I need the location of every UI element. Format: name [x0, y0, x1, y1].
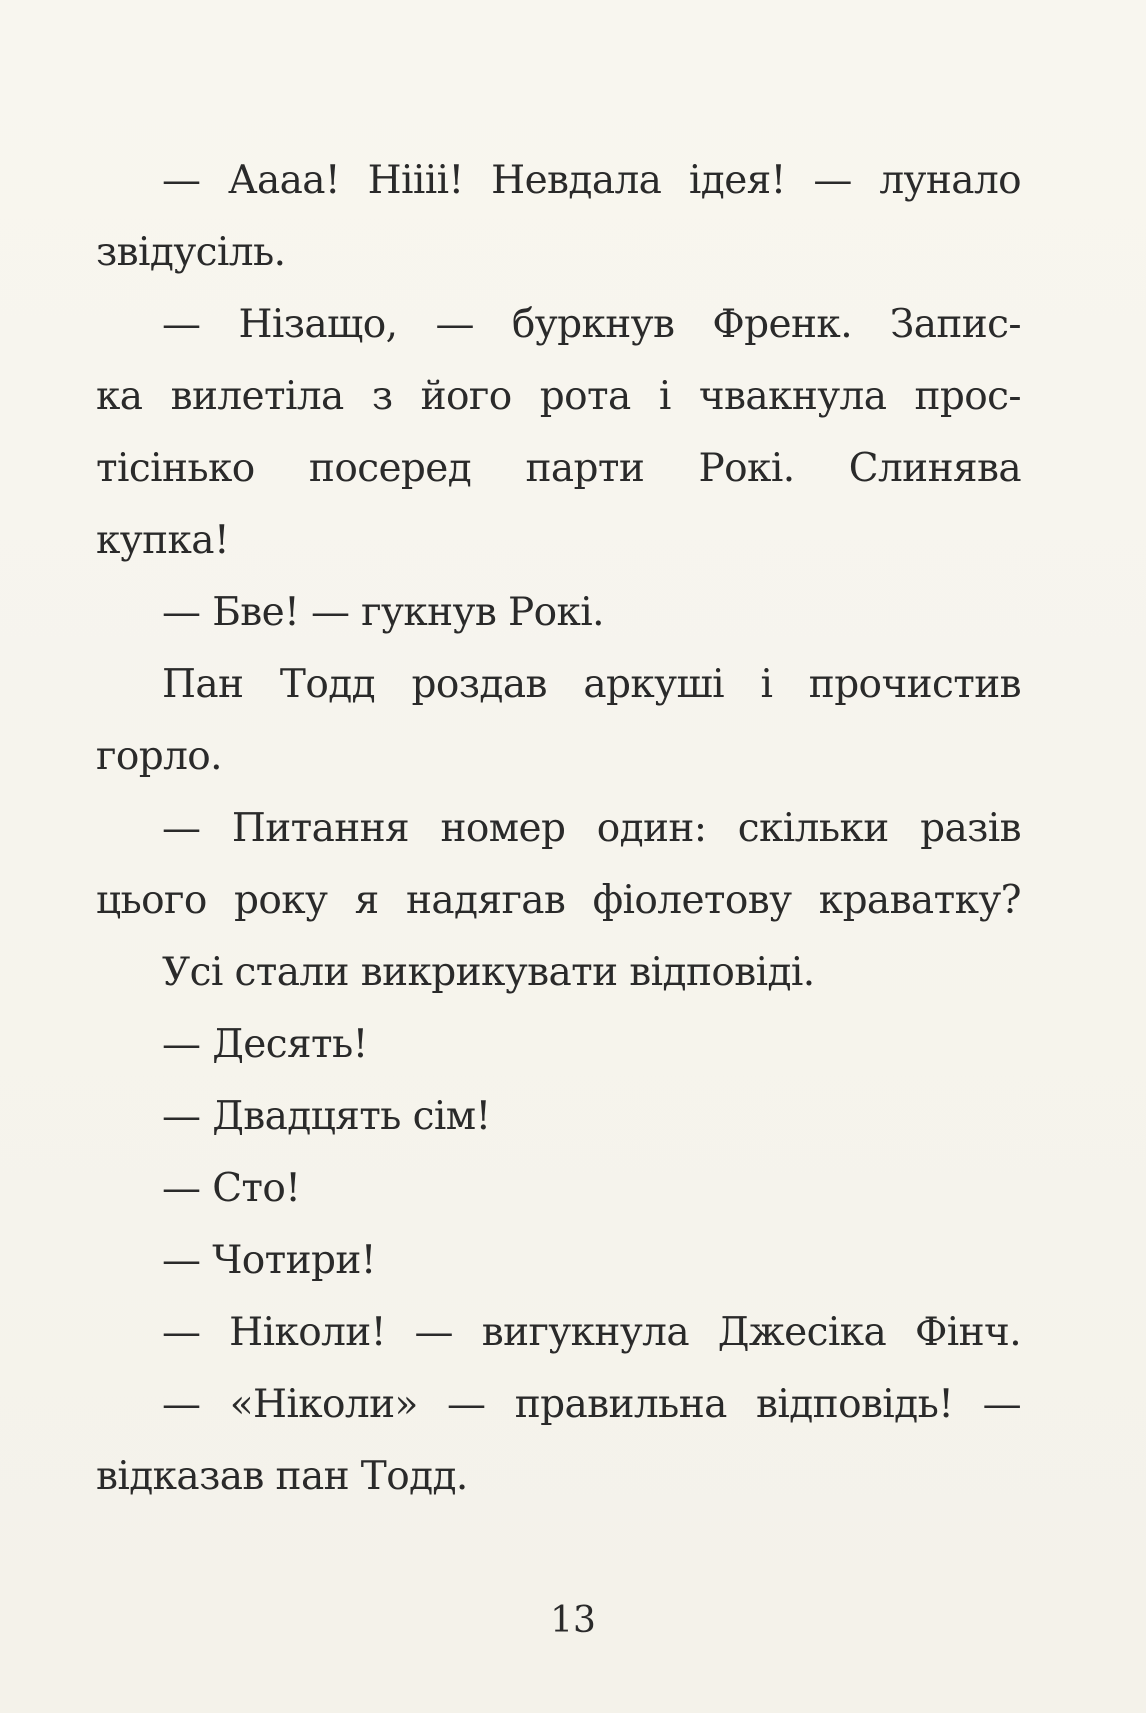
text-line: тісінько посеред парти Рокі. Слинява: [96, 446, 1021, 491]
text-line: Пан Тодд роздав аркуші і прочистив: [162, 662, 1021, 707]
text-line: ка вилетіла з його рота і чвакнула прос-: [96, 374, 1021, 419]
text-line: відказав пан Тодд.: [96, 1454, 468, 1499]
text-line: — Аааа! Ніііі! Невдала ідея! — лунало: [162, 158, 1021, 203]
text-line: — «Ніколи» — правильна відповідь! —: [162, 1382, 1021, 1427]
text-line: — Десять!: [162, 1022, 368, 1067]
text-line: горло.: [96, 734, 222, 779]
text-line: — Ніколи! — вигукнула Джесіка Фінч.: [162, 1310, 1021, 1355]
text-line: — Бве! — гукнув Рокі.: [162, 590, 604, 635]
text-line: — Сто!: [162, 1166, 301, 1211]
text-line: цього року я надягав фіолетову краватку?: [96, 878, 1021, 923]
body-text: [96, 145, 1021, 1513]
text-line: — Двадцять сім!: [162, 1094, 491, 1139]
text-line: звідусіль.: [96, 230, 286, 275]
text-line: Усі стали викрикувати відповіді.: [162, 950, 815, 995]
page-number: 13: [550, 1600, 596, 1641]
text-line: купка!: [96, 518, 230, 563]
text-line: — Нізащо, — буркнув Френк. Запис-: [162, 302, 1021, 347]
text-line: — Чотири!: [162, 1238, 376, 1283]
text-line: — Питання номер один: скільки разів: [162, 806, 1021, 851]
